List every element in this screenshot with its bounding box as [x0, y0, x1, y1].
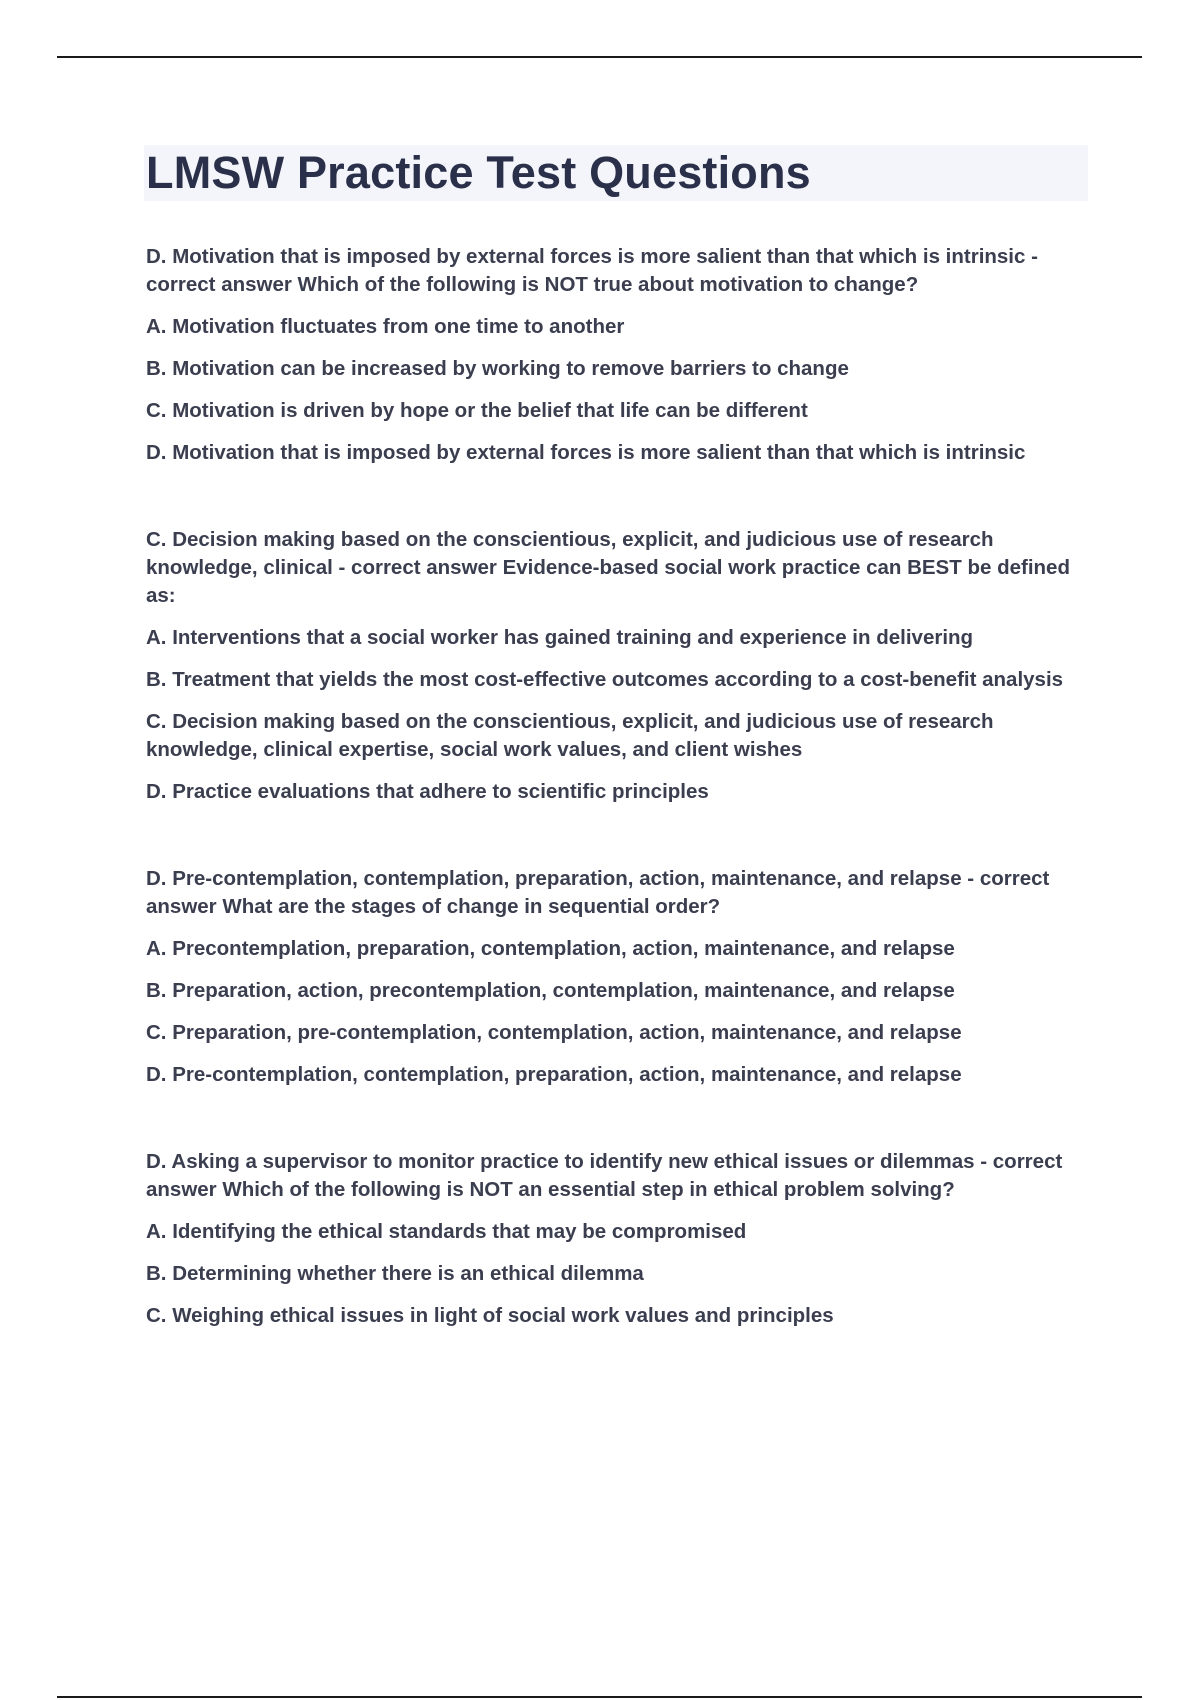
- answer-option: D. Motivation that is imposed by external forces is more salient than that which is intrinsic: [146, 441, 1026, 464]
- question-list: [146, 243, 1096, 1389]
- question-prompt: D. Asking a supervisor to monitor practice to identify new ethical issues or dilemmas - correct answer Which of the following is NOT an essential step in ethical problem solving?: [146, 1150, 1063, 1201]
- question-block-1: [146, 243, 1096, 467]
- answer-option: B. Motivation can be increased by working to remove barriers to change: [146, 357, 849, 380]
- answer-option: B. Treatment that yields the most cost-effective outcomes according to a cost-benefit analysis: [146, 668, 1064, 691]
- answer-option: C. Weighing ethical issues in light of social work values and principles: [146, 1304, 834, 1327]
- answer-option: D. Practice evaluations that adhere to scientific principles: [146, 780, 709, 803]
- answer-option: A. Motivation fluctuates from one time to another: [146, 315, 625, 338]
- question-block-3: [146, 865, 1096, 1089]
- answer-option: C. Preparation, pre-contemplation, contemplation, action, maintenance, and relapse: [146, 1021, 962, 1044]
- question-prompt: D. Motivation that is imposed by external forces is more salient than that which is intrinsic - correct answer Which of the following is NOT true about motivation to change?: [146, 245, 1038, 296]
- answer-option: A. Identifying the ethical standards that may be compromised: [146, 1220, 747, 1243]
- answer-option: B. Determining whether there is an ethical dilemma: [146, 1262, 644, 1285]
- answer-option: C. Decision making based on the conscientious, explicit, and judicious use of research knowledge, clinical expertise, social work values, and client wishes: [146, 710, 994, 761]
- answer-option: B. Preparation, action, precontemplation, contemplation, maintenance, and relapse: [146, 979, 955, 1002]
- bottom-divider: [57, 1696, 1142, 1698]
- answer-option: A. Interventions that a social worker has gained training and experience in delivering: [146, 626, 974, 649]
- question-block-2: [146, 526, 1096, 806]
- top-divider: [57, 56, 1142, 58]
- question-prompt: D. Pre-contemplation, contemplation, preparation, action, maintenance, and relapse - correct answer What are the stages of change in sequential order?: [146, 867, 1050, 918]
- answer-option: C. Motivation is driven by hope or the belief that life can be different: [146, 399, 808, 422]
- answer-option: A. Precontemplation, preparation, contemplation, action, maintenance, and relapse: [146, 937, 955, 960]
- page-title: LMSW Practice Test Questions: [146, 147, 811, 198]
- answer-option: D. Pre-contemplation, contemplation, preparation, action, maintenance, and relapse: [146, 1063, 962, 1086]
- question-block-4: [146, 1148, 1096, 1330]
- question-prompt: C. Decision making based on the conscientious, explicit, and judicious use of research knowledge, clinical - correct answer Evidence-based social work practice can BEST be defined as:: [146, 528, 1070, 607]
